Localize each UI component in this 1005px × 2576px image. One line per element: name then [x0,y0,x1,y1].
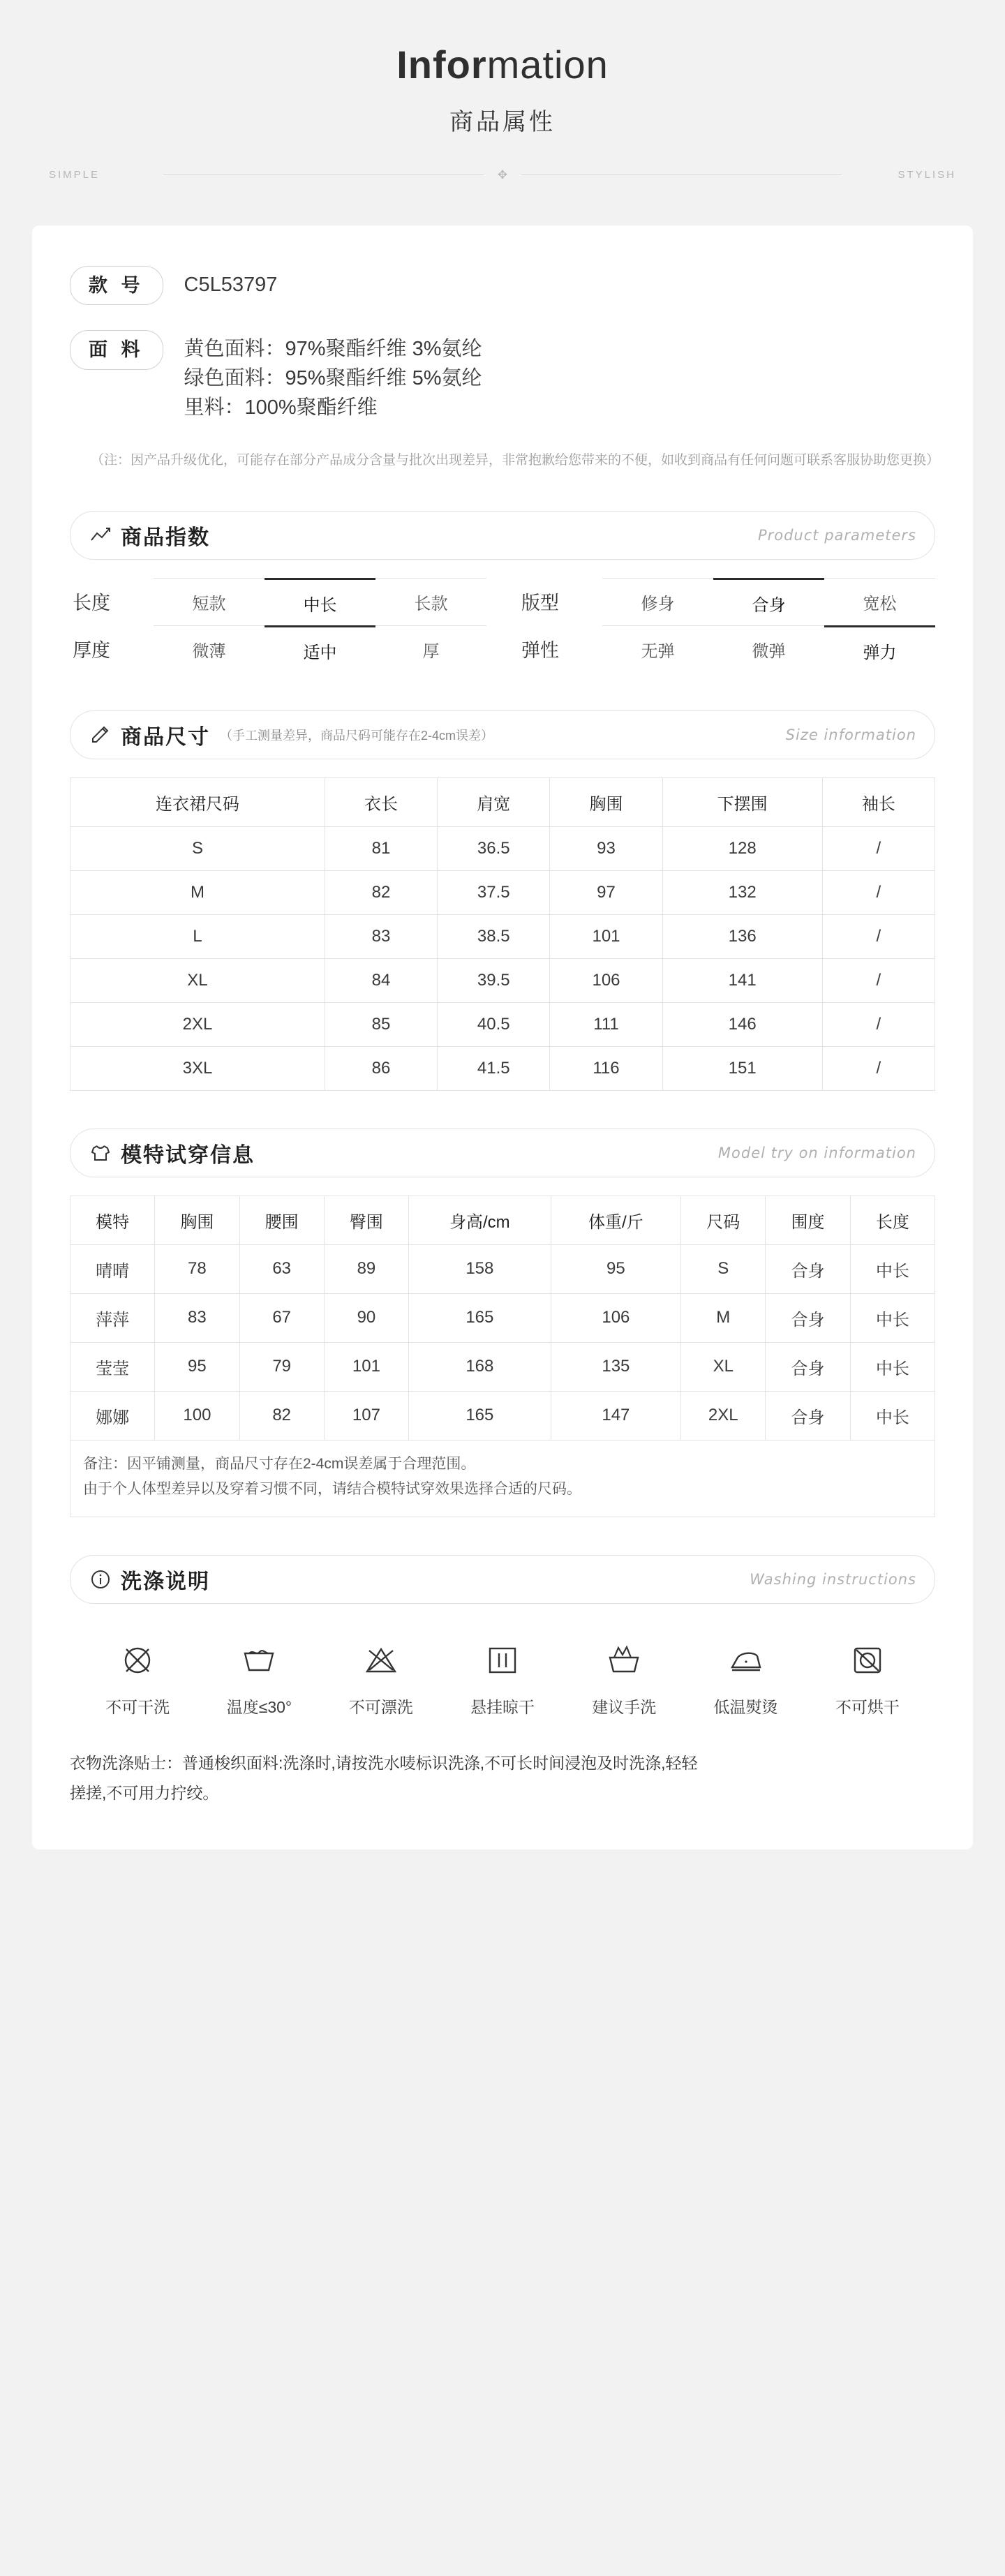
wash-temp-icon [198,1635,320,1686]
index-options-fit [602,578,935,625]
size-cell-3-5: / [822,958,935,1002]
model-col-5: 体重/斤 [551,1196,681,1244]
model-cell-0-6: S [681,1244,766,1293]
section-size-note: （手工测量差异，商品尺码可能存在2-4cm误差） [220,728,494,743]
size-col-1: 衣长 [325,777,437,826]
model-cell-2-2: 79 [239,1342,324,1391]
spec-row-style-no [70,266,935,305]
table-row [70,1046,935,1090]
index-option-elasticity-1[interactable]: 微弹 [713,625,824,673]
size-cell-4-1: 85 [325,1002,437,1046]
size-cell-2-4: 136 [662,914,822,958]
section-header-washing [70,1555,935,1604]
model-cell-0-5: 95 [551,1244,681,1293]
detail-card [32,225,973,1849]
model-table-header-row [70,1196,935,1244]
table-row [70,914,935,958]
index-options-elasticity [602,625,935,673]
page-title-cn: 商品属性 [449,109,556,135]
model-cell-1-0: 萍萍 [70,1293,155,1342]
model-cell-3-6: 2XL [681,1391,766,1440]
index-grid [70,578,935,673]
size-col-2: 肩宽 [438,777,550,826]
size-cell-1-2: 37.5 [438,870,550,914]
section-header-index [70,511,935,560]
size-cell-5-1: 86 [325,1046,437,1090]
section-header-size [70,710,935,759]
washing-label-hang-dry: 悬挂晾干 [470,1698,535,1717]
section-title-model: 模特试穿信息 [121,1143,255,1167]
model-cell-3-5: 147 [551,1391,681,1440]
section-title-size: 商品尺寸 [121,725,210,749]
table-row [70,1342,935,1391]
index-option-fit-1[interactable]: 合身 [713,578,824,625]
size-cell-4-0: 2XL [70,1002,325,1046]
section-title-index: 商品指数 [121,526,210,549]
size-cell-3-4: 141 [662,958,822,1002]
section-title-washing: 洗涤说明 [121,1570,210,1594]
washing-label-temperature: 温度≤30° [226,1698,292,1717]
size-cell-1-3: 97 [550,870,662,914]
index-options-thickness [154,625,486,673]
model-col-8: 长度 [850,1196,935,1244]
model-cell-3-0: 娜娜 [70,1391,155,1440]
index-option-length-0[interactable]: 短款 [154,578,265,625]
washing-tip-line-2: 搓搓,不可用力拧绞。 [70,1783,219,1802]
washing-item-no-tumble-dry [807,1635,928,1718]
section-subtitle-size: Size information [785,726,916,743]
size-cell-1-0: M [70,870,325,914]
size-cell-4-5: / [822,1002,935,1046]
table-row [70,1244,935,1293]
model-cell-2-0: 莹莹 [70,1342,155,1391]
washing-icons-row [77,1635,928,1718]
model-col-6: 尺码 [681,1196,766,1244]
model-col-3: 臀围 [324,1196,408,1244]
model-remark [70,1440,935,1518]
page-header [0,0,1005,137]
model-cell-3-2: 82 [239,1391,324,1440]
index-option-thickness-2[interactable]: 厚 [375,625,486,673]
index-label-elasticity: 弹性 [521,640,559,662]
model-cell-1-3: 90 [324,1293,408,1342]
size-col-3: 胸围 [550,777,662,826]
index-options-length [154,578,486,625]
table-row [70,1391,935,1440]
no-bleach-icon [320,1635,442,1686]
hand-wash-icon [563,1635,685,1686]
header-tag-right: STYLISH [898,169,956,181]
size-cell-0-3: 93 [550,826,662,870]
index-option-fit-0[interactable]: 修身 [602,578,713,625]
index-line-1 [70,578,935,625]
model-cell-3-4: 165 [409,1391,551,1440]
size-cell-5-5: / [822,1046,935,1090]
index-line-2 [70,625,935,673]
header-tag-left: SIMPLE [49,169,100,181]
spec-note: （注：因产品升级优化，可能存在部分产品成分含量与批次出现差异，非常抱歉给您带来的不便，如收到商品有任何问题可联系客服协助您更换） [91,452,940,468]
index-option-elasticity-2[interactable]: 弹力 [824,625,935,673]
model-cell-2-7: 合身 [766,1342,850,1391]
size-cell-1-5: / [822,870,935,914]
size-cell-1-4: 132 [662,870,822,914]
index-option-length-1[interactable]: 中长 [265,578,375,625]
model-cell-0-3: 89 [324,1244,408,1293]
washing-item-low-iron [685,1635,806,1718]
index-gap-2 [486,625,519,673]
no-dry-clean-icon [77,1635,198,1686]
spec-label-fabric: 面 料 [70,330,163,369]
washing-label-low-iron: 低温熨烫 [713,1698,778,1717]
size-cell-0-1: 81 [325,826,437,870]
size-cell-0-5: / [822,826,935,870]
table-row [70,870,935,914]
size-cell-4-2: 40.5 [438,1002,550,1046]
model-cell-1-1: 83 [155,1293,239,1342]
washing-item-no-dry-clean [77,1635,198,1718]
size-cell-2-0: L [70,914,325,958]
size-cell-3-1: 84 [325,958,437,1002]
size-cell-2-3: 101 [550,914,662,958]
divider-line-left [163,174,484,175]
size-cell-0-0: S [70,826,325,870]
size-cell-1-1: 82 [325,870,437,914]
size-cell-0-2: 36.5 [438,826,550,870]
size-table-header-row [70,777,935,826]
model-col-2: 腰围 [239,1196,324,1244]
model-cell-3-3: 107 [324,1391,408,1440]
table-row [70,958,935,1002]
fabric-line-3: 里料：100%聚酯纤维 [184,396,378,419]
info-circle-icon [89,1568,112,1591]
section-subtitle-index: Product parameters [757,526,916,544]
ruler-pencil-icon [89,723,112,747]
index-option-fit-2[interactable]: 宽松 [824,578,935,625]
index-gap-1 [486,578,519,625]
model-cell-0-0: 晴晴 [70,1244,155,1293]
model-cell-3-7: 合身 [766,1391,850,1440]
index-option-elasticity-0[interactable]: 无弹 [602,625,713,673]
washing-item-hand-wash [563,1635,685,1718]
model-cell-2-8: 中长 [850,1342,935,1391]
model-cell-1-2: 67 [239,1293,324,1342]
low-iron-icon [685,1635,806,1686]
size-cell-5-4: 151 [662,1046,822,1090]
model-cell-1-8: 中长 [850,1293,935,1342]
page-title-en-bold: Infor [396,43,487,87]
model-cell-1-6: M [681,1293,766,1342]
model-col-1: 胸围 [155,1196,239,1244]
fabric-line-1: 黄色面料：97%聚酯纤维 3%氨纶 [184,338,482,361]
washing-tip [70,1748,935,1808]
model-cell-0-4: 158 [409,1244,551,1293]
washing-label-no-bleach: 不可漂洗 [348,1698,413,1717]
model-cell-3-8: 中长 [850,1391,935,1440]
size-cell-2-1: 83 [325,914,437,958]
index-label-fit: 版型 [521,593,559,614]
index-label-length: 长度 [73,593,110,614]
size-cell-3-0: XL [70,958,325,1002]
size-table [70,777,935,1091]
table-row [70,1002,935,1046]
model-cell-0-8: 中长 [850,1244,935,1293]
model-cell-0-2: 63 [239,1244,324,1293]
size-cell-3-3: 106 [550,958,662,1002]
model-cell-0-7: 合身 [766,1244,850,1293]
table-row [70,1293,935,1342]
size-cell-2-5: / [822,914,935,958]
section-subtitle-model: Model try on information [717,1144,916,1161]
model-cell-2-3: 101 [324,1342,408,1391]
page-title-en-rest: mation [486,43,609,87]
washing-item-hang-dry [442,1635,563,1718]
model-remark-line-2: 由于个人体型差异以及穿着习惯不同，请结合模特试穿效果选择合适的尺码。 [83,1481,581,1498]
index-label-thickness: 厚度 [73,640,110,662]
ornament-icon: ✥ [497,168,508,181]
model-cell-2-6: XL [681,1342,766,1391]
model-remark-line-1: 备注：因平铺测量，商品尺寸存在2-4cm误差属于合理范围。 [83,1455,476,1472]
size-cell-0-4: 128 [662,826,822,870]
spec-value-style-no: C5L53797 [184,274,278,296]
index-option-thickness-0[interactable]: 微薄 [154,625,265,673]
section-header-model [70,1129,935,1177]
hang-dry-icon [442,1635,563,1686]
model-cell-2-5: 135 [551,1342,681,1391]
size-cell-2-2: 38.5 [438,914,550,958]
shirt-icon [89,1141,112,1165]
model-cell-2-4: 168 [409,1342,551,1391]
fabric-line-2: 绿色面料：95%聚酯纤维 5%氨纶 [184,367,482,390]
size-cell-3-2: 39.5 [438,958,550,1002]
model-col-7: 围度 [766,1196,850,1244]
size-col-4: 下摆围 [662,777,822,826]
model-cell-1-5: 106 [551,1293,681,1342]
size-cell-4-4: 146 [662,1002,822,1046]
size-col-0: 连衣裙尺码 [70,777,325,826]
size-cell-5-3: 116 [550,1046,662,1090]
chart-line-icon [89,523,112,547]
spec-row-fabric [70,330,935,422]
model-cell-3-1: 100 [155,1391,239,1440]
washing-item-no-bleach [320,1635,442,1718]
washing-label-hand-wash: 建议手洗 [592,1698,657,1717]
index-option-thickness-1[interactable]: 适中 [265,625,375,673]
model-cell-1-4: 165 [409,1293,551,1342]
spec-value-fabric [184,330,482,422]
size-cell-5-0: 3XL [70,1046,325,1090]
model-col-4: 身高/cm [409,1196,551,1244]
divider-line-right [521,174,842,175]
header-divider [49,169,956,181]
washing-tip-line-1: 衣物洗涤贴士：普通梭织面料:洗涤时,请按洗水唛标识洗涤,不可长时间浸泡及时洗涤,轻轻 [70,1754,698,1773]
model-cell-2-1: 95 [155,1342,239,1391]
table-row [70,826,935,870]
index-option-length-2[interactable]: 长款 [375,578,486,625]
washing-label-no-dry-clean: 不可干洗 [105,1698,170,1717]
size-cell-4-3: 111 [550,1002,662,1046]
size-cell-5-2: 41.5 [438,1046,550,1090]
model-cell-0-1: 78 [155,1244,239,1293]
page-title-en [0,42,1005,87]
model-col-0: 模特 [70,1196,155,1244]
model-table [70,1196,935,1440]
size-col-5: 袖长 [822,777,935,826]
no-tumble-dry-icon [807,1635,928,1686]
model-cell-1-7: 合身 [766,1293,850,1342]
section-subtitle-washing: Washing instructions [750,1571,916,1588]
washing-label-no-tumble-dry: 不可烘干 [835,1698,900,1717]
spec-label-style-no: 款 号 [70,266,163,305]
washing-item-temperature [198,1635,320,1718]
